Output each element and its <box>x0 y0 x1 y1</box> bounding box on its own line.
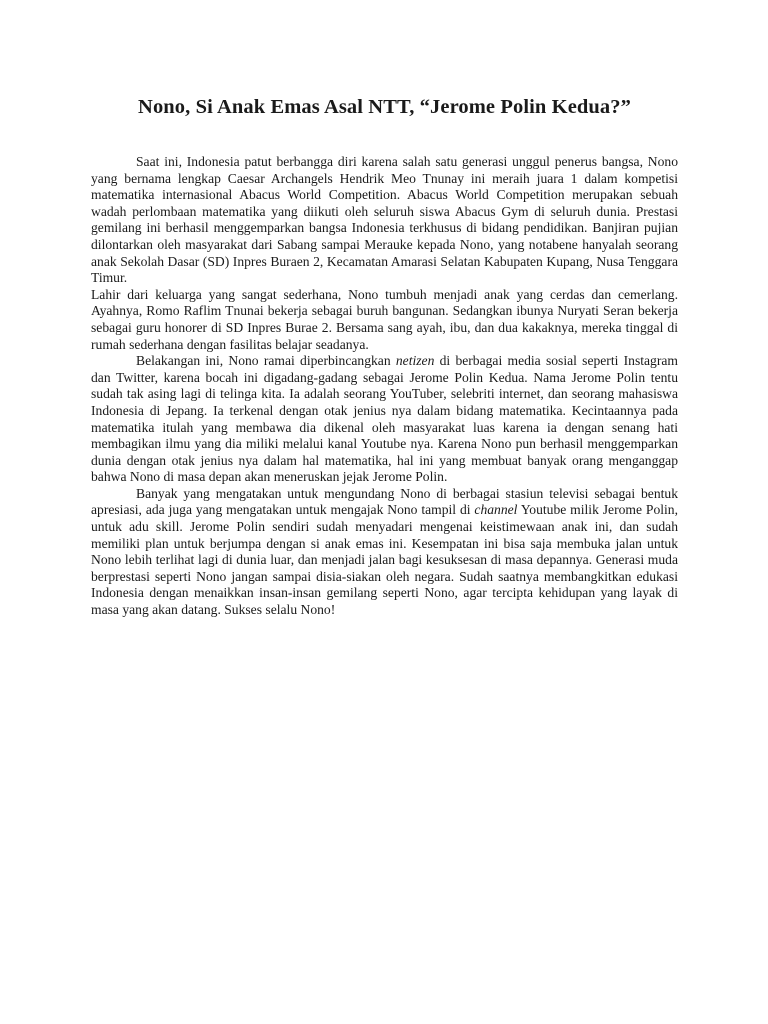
italic-term-netizen: netizen <box>395 353 435 369</box>
paragraph-text: Belakangan ini, Nono ramai diperbincangkan <box>136 353 396 369</box>
italic-term-channel: channel <box>474 502 518 518</box>
paragraph-appreciation <box>91 486 678 619</box>
paragraph-text: Lahir dari keluarga yang sangat sederhana, Nono tumbuh menjadi anak yang cerdas dan cemerlang. Ayahnya, Romo Raflim Tnunai bekerja sebagai buruh bangunan. Sedangkan ibunya Nuryati Seran bekerja sebagai guru honorer di SD Inpres Burae 2. Bersama sang ayah, ibu, dan dua kakaknya, mereka tinggal di rumah sederhana dengan fasilitas belajar seadanya. <box>91 286 678 352</box>
document-title: Nono, Si Anak Emas Asal NTT, “Jerome Polin Kedua?” <box>138 96 631 118</box>
paragraph-achievement <box>91 154 678 287</box>
paragraph-text: Saat ini, Indonesia patut berbangga diri karena salah satu generasi unggul penerus bangsa, Nono yang bernama lengkap Caesar Archangels Hendrik Meo Tnunay ini meraih juara 1 dalam kompetisi matematika internasional Abacus World Competition. Abacus World Competition merupakan sebuah wadah perlombaan matematika yang diikuti oleh seluruh siswa Abacus Gym di seluruh dunia. Prestasi gemilang ini berhasil menggemparkan bangsa Indonesia terkhusus di bidang pendidikan. Banjiran pujian dilontarkan oleh masyarakat dari Sabang sampai Merauke kepada Nono, yang notabene hanyalah seorang anak Sekolah Dasar (SD) Inpres Buraen 2, Kecamatan Amarasi Selatan Kabupaten Kupang, Nusa Tenggara Timur. <box>91 154 678 286</box>
paragraph-text: Banyak yang mengatakan untuk mengundang Nono di berbagai stasiun televisi sebagai bentuk apresiasi, ada juga yang mengatakan untuk mengajak Nono tampil di <box>91 485 678 518</box>
paragraph-text: di berbagai media sosial seperti Instagram dan Twitter, karena bocah ini digadang-gadang sebagai Jerome Polin Kedua. Nama Jerome Polin tentu sudah tak asing lagi di telinga kita. Ia adalah seorang YouTuber, selebriti internet, dan seorang mahasiswa Indonesia di Jepang. Ia terkenal dengan otak jenius nya dalam bidang matematika. Kecintaannya pada matematika itulah yang membawa dia dikenal oleh masyarakat luas karena ia dengan senang hati membagikan ilmu yang dia miliki melalui kanal Youtube nya. Karena Nono pun berhasil menggemparkan dunia dengan otak jenius nya dalam hal matematika, hal ini yang membuat banyak orang menganggap bahwa Nono di masa depan akan meneruskan jejak Jerome Polin. <box>91 353 678 485</box>
paragraph-jerome-polin <box>91 353 678 486</box>
paragraph-text: Youtube milik Jerome Polin, untuk adu skill. Jerome Polin sendiri sudah menyadari mengenai keistimewaan anak ini, dan sudah memiliki plan untuk berjumpa dengan si anak emas ini. Kesempatan ini bisa saja membuka jalan untuk Nono lebih terlihat lagi di dunia luar, dan menjadi jalan bagi kesuksesan di masa depannya. Generasi muda berprestasi seperti Nono jangan sampai disia-siakan oleh negara. Sudah saatnya membangkitkan edukasi Indonesia dengan menaikkan insan-insan gemilang seperti Nono, agar tercipta kehidupan yang layak di masa yang akan datang. Sukses selalu Nono! <box>91 502 678 618</box>
document-page <box>91 93 678 619</box>
paragraph-family <box>91 287 678 353</box>
